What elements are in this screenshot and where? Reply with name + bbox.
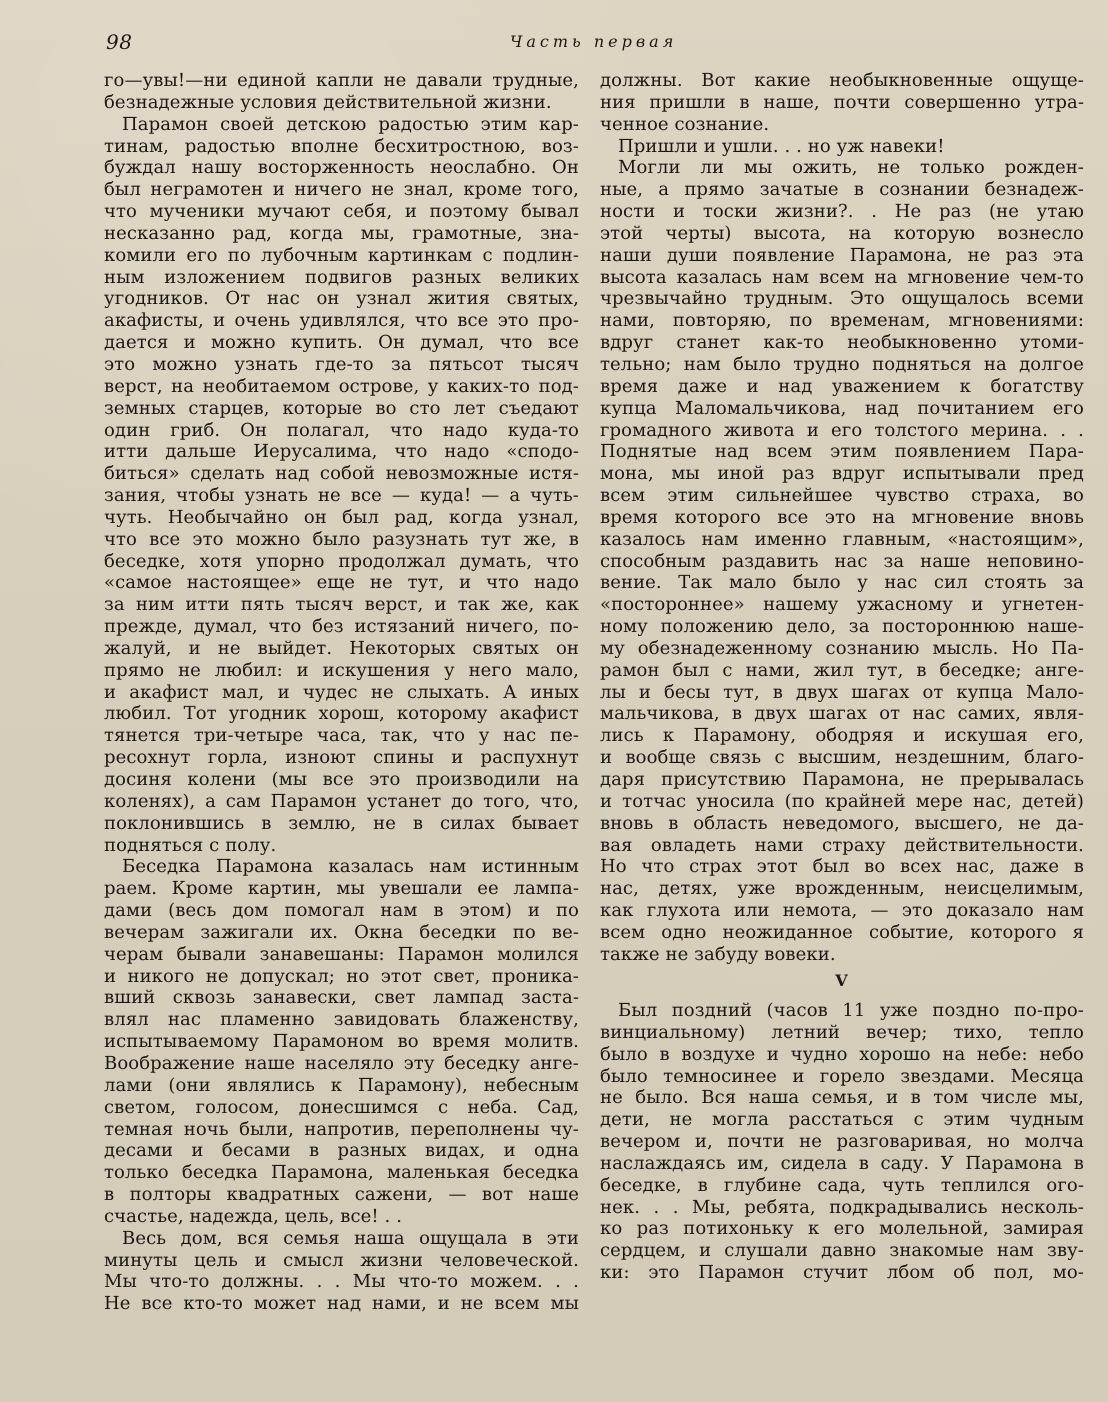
text-line: винциальному) летний вечер; тихо, тепло (600, 1021, 1084, 1043)
text-line: мальчикова, в двух шагах от нас самих, явля- (600, 703, 1084, 725)
text-line: поклонившись в землю, не в силах бывает (104, 812, 579, 834)
text-line: земных старцев, которые во сто лет съедают (104, 397, 579, 419)
text-line: казалось нам именно главным, «настоящим», (600, 528, 1084, 550)
text-line: ному положению дело, за постороннюю наше- (600, 616, 1084, 638)
text-line: испытываемому Парамоном во время молитв. (104, 1031, 579, 1053)
text-line: чрезвычайно трудным. Это ощущалось всеми (600, 288, 1084, 310)
text-line: беседке, в глубине сада, чуть теплился ого- (600, 1174, 1084, 1196)
text-line: безнадежные условия действительной жизни. (104, 91, 552, 113)
text-line: Мы что-то должны. . . Мы что-то можем. . . (104, 1271, 579, 1293)
text-line: жалуй, и не выйдет. Некоторых святых он (104, 637, 579, 659)
text-line: подняться с полу. (104, 834, 277, 856)
text-line: и никого не допускал; но этот свет, проника- (104, 965, 579, 987)
text-line: этой черты) высота, на которую вознесло (600, 222, 1084, 244)
text-line: ресохнут горла, изноют спины и распухнут (104, 747, 579, 769)
text-line: рамон был с нами, жил тут, в беседке; анге- (600, 659, 1084, 681)
text-line: вечерам зажигали их. Окна беседки по ве- (104, 921, 579, 943)
text-line: му обезнадеженному сознанию мысль. Но Па- (600, 637, 1084, 659)
text-line: угодников. От нас он узнал жития святых, (104, 288, 579, 310)
text-line: чуть. Необычайно он был рад, когда узнал, (104, 506, 579, 528)
text-line: за ним итти пять тысяч верст, и так же, как (104, 594, 579, 616)
text-line: не было. Вся наша семья, и в том числе мы, (600, 1087, 1084, 1109)
left-column (104, 70, 579, 1315)
text-line: было в воздухе и чудно хорошо на небе: небо (600, 1043, 1084, 1065)
text-line: мона, мы иной раз вдруг испытывали пред (600, 463, 1084, 485)
text-line: минуты цель и смысл жизни человеческой. (104, 1249, 579, 1271)
text-line: черам бывали занавешаны: Парамон молился (104, 943, 579, 965)
paragraph-first-line: Парамон своей детскою радостью этим кар- (122, 113, 579, 135)
text-line: ченное сознание. (600, 113, 770, 135)
text-line: прежде, думал, что без истязаний ничего, по- (104, 616, 579, 638)
text-line: счастье, надежда, цель, все! . . (104, 1205, 403, 1227)
text-line: итти дальше Иерусалима, что надо «сподо- (104, 441, 579, 463)
text-line: коленях), а сам Парамон устанет до того, что, (104, 790, 579, 812)
text-line: и вообще связь с высшим, нездешним, благо- (600, 747, 1084, 769)
text-line: вновь в область неведомого, высшего, не да- (600, 812, 1084, 834)
text-line: что мученики мучают себя, и поэтому бывал (104, 201, 579, 223)
text-line: также не забуду вовеки. (600, 943, 836, 965)
right-column (600, 70, 1084, 966)
text-line: «самое настоящее» еще не тут, и что надо (104, 572, 579, 594)
text-line: как глухота или немота, — это доказало нам (600, 900, 1084, 922)
text-line: любил. Тот угодник хорош, которому акафист (104, 703, 579, 725)
text-line: верст, на необитаемом острове, у каких-то под- (104, 375, 579, 397)
text-line: наши души появление Парамона, не раз эта (600, 244, 1084, 266)
text-line: лы и бесы тут, в двух шагах от купца Мало- (600, 681, 1084, 703)
text-line: ным изложением подвигов разных великих (104, 266, 579, 288)
text-line: только беседка Парамона, маленькая беседка (104, 1162, 579, 1184)
text-line: сердцем, и слушали давно знакомые нам зву- (600, 1240, 1084, 1262)
text-line: высота казалась нам всем на мгновение чем-то (600, 266, 1084, 288)
section-heading: V (835, 971, 849, 990)
text-line: зания, чтобы узнать не все — куда! — а чуть- (104, 485, 579, 507)
text-line: беседке, хотя упорно продолжал думать, что (104, 550, 579, 572)
text-line: акафисты, и очень удивлялся, что все это про- (104, 310, 579, 332)
text-line: лись к Парамону, ободряя и искушая его, (600, 725, 1084, 747)
text-line: дети, не могла расстаться с этим чудным (600, 1109, 1084, 1131)
text-line: тинам, радостью вполне бесхитростною, воз- (104, 135, 579, 157)
text-line: вший сквозь занавески, свет лампад заста- (104, 987, 579, 1009)
text-line: Поднятые над всем этим появлением Пара- (600, 441, 1084, 463)
paragraph-first-line: Был поздний (часов 11 уже поздно по-про- (618, 1000, 1084, 1021)
page-number: 98 (106, 30, 133, 54)
section-v-text (600, 1000, 1084, 1284)
running-head: Часть первая (510, 32, 678, 51)
text-line: даря присутствию Парамона, не прерывалась (600, 769, 1084, 790)
text-line: время даже и над уважением к богатству (600, 375, 1084, 397)
text-line: ки: это Парамон стучит лбом об пол, мо- (600, 1262, 1084, 1284)
text-line: вечером и, почти не разговаривая, но молча (600, 1131, 1084, 1153)
text-line: дами (весь дом помогал нам в этом) и по (104, 900, 579, 922)
paragraph-first-line: Могли ли мы ожить, не только рожден- (618, 157, 1084, 179)
text-line: вая овладеть нами страху действительности. (600, 834, 1084, 856)
paragraph-first-line: Пришли и ушли. . . но уж навеки! (618, 135, 945, 157)
text-line: нас, детях, уже врожденным, неисцелимым, (600, 878, 1084, 900)
text-line: ные, а прямо зачатые в сознании безнадеж- (600, 179, 1084, 201)
text-line: Воображение наше населяло эту беседку анге- (104, 1052, 579, 1074)
text-line: и тотчас уносила (по крайней мере нас, детей) (600, 790, 1084, 812)
text-line: досиня колени (мы все это производили на (104, 769, 579, 790)
text-line: тянется три-четыре часа, так, что у нас пе- (104, 725, 579, 747)
text-line: ния пришли в наше, почти совершенно утра- (600, 91, 1084, 113)
text-line: был неграмотен и ничего не знал, кроме того, (104, 179, 579, 201)
text-line: всем этим сильнейшее чувство страха, во (600, 485, 1084, 507)
text-line: вдруг станет как-то необыкновенно утоми- (600, 332, 1084, 354)
text-line: го—увы!—ни единой капли не давали трудные, (104, 70, 579, 91)
text-line: ности и тоски жизни?. . Не раз (не утаю (600, 201, 1084, 223)
text-line: и акафист мал, и чудес не слыхать. А иных (104, 681, 579, 703)
text-line: что все это можно было разузнать тут же, в (104, 528, 579, 550)
text-line: Не все кто-то может над нами, и не всем мы (104, 1293, 579, 1315)
text-line: нек. . . Мы, ребята, подкрадывались несколь- (600, 1196, 1084, 1218)
text-line: должны. Вот какие необыкновенные ощуще- (600, 70, 1084, 91)
text-line: было темносинее и горело звездами. Месяца (600, 1065, 1084, 1087)
text-line: десами и бесами в разных видах, и одна (104, 1140, 579, 1162)
text-line: несказанно рад, когда мы, грамотные, зна- (104, 222, 579, 244)
text-line: нами, повторяю, по временам, мгновениями: (600, 310, 1084, 332)
text-line: Но что страх этот был во всех нас, даже в (600, 856, 1084, 878)
paragraph-first-line: Беседка Парамона казалась нам истинным (122, 856, 579, 878)
text-line: светом, голосом, донесшимся с неба. Сад, (104, 1096, 579, 1118)
text-line: буждал нашу восторженность неослабно. Он (104, 157, 579, 179)
text-line: прямо не любил: и искушения у него мало, (104, 659, 579, 681)
paragraph-first-line: Весь дом, вся семья наша ощущала в эти (122, 1227, 579, 1249)
text-line: раем. Кроме картин, мы увешали ее лампа- (104, 878, 579, 900)
text-line: влял нас пламенно завидовать блаженству, (104, 1009, 579, 1031)
text-line: темная ночь были, напротив, переполнены чу- (104, 1118, 579, 1140)
text-line: тельно; нам было трудно подняться на долгое (600, 353, 1084, 375)
text-line: всем одно неожиданное событие, которого я (600, 921, 1084, 943)
text-line: наслаждаясь им, сидела в саду. У Парамона в (600, 1152, 1084, 1174)
text-line: «постороннее» нашему ужасному и угнетен- (600, 594, 1084, 616)
text-line: в полторы квадратных сажени, — вот наше (104, 1184, 579, 1206)
text-line: биться» сделать над собой невозможные истя- (104, 463, 579, 485)
text-line: один гриб. Он полагал, что надо куда-то (104, 419, 579, 441)
text-line: громадного живота и его толстого мерина. . . (600, 419, 1084, 441)
text-line: вение. Так мало было у нас сил стоять за (600, 572, 1084, 594)
page-header (0, 26, 1108, 60)
text-line: время которого все это на мгновение вновь (600, 506, 1084, 528)
text-line: купца Маломальчикова, над почитанием его (600, 397, 1084, 419)
text-line: лами (они являлись к Парамону), небесным (104, 1074, 579, 1096)
text-line: это можно узнать где-то за пятьсот тысяч (104, 353, 579, 375)
text-line: дается и можно купить. Он думал, что все (104, 332, 579, 354)
text-line: способным раздавить нас за наше неповино- (600, 550, 1084, 572)
text-line: комили его по лубочным картинкам с подлин- (104, 244, 579, 266)
text-line: ко раз потихоньку к его молельной, замирая (600, 1218, 1084, 1240)
